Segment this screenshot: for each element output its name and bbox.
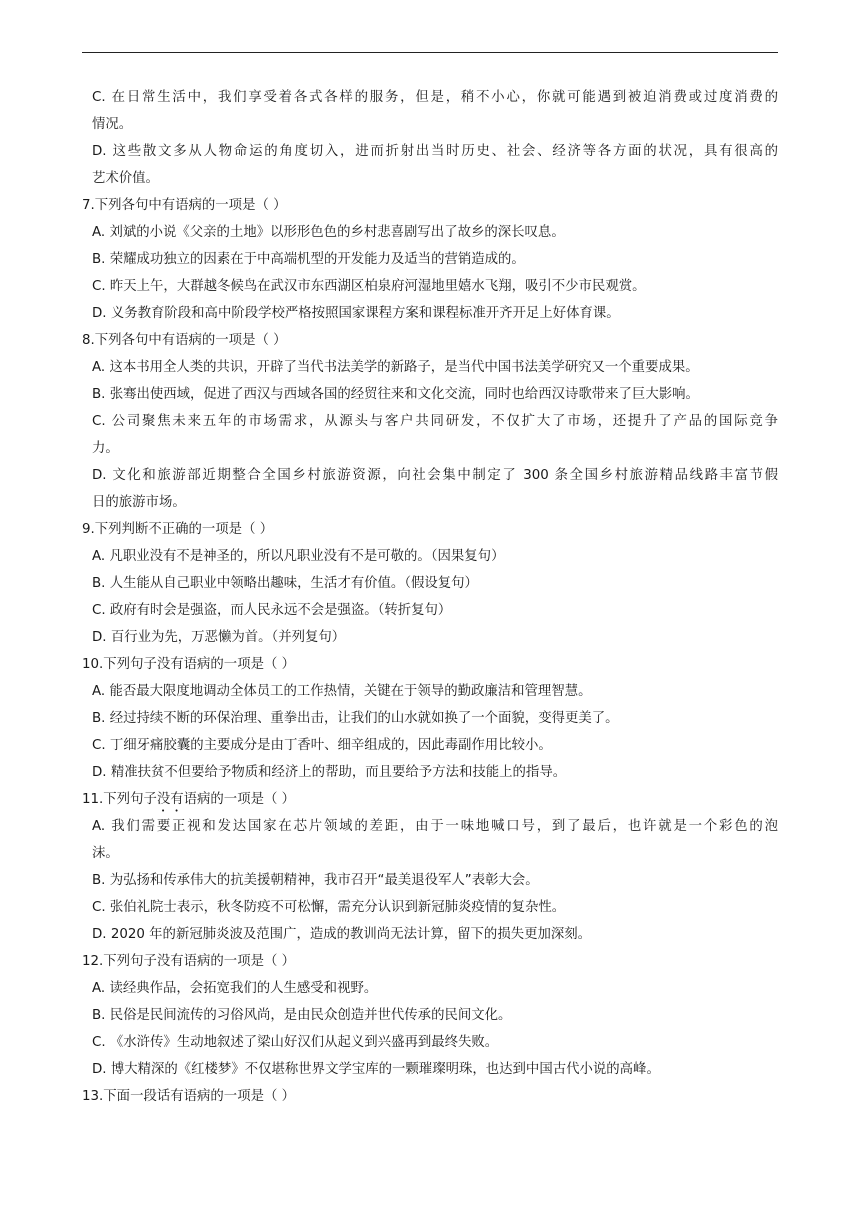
document-body (82, 84, 778, 1110)
answer-option-line: D. 百行业为先，万恶懒为首。（并列复句） (92, 630, 346, 645)
answer-option-line: B. 张骞出使西域，促进了西汉与西域各国的经贸往来和文化交流，同时也给西汉诗歌带来了巨大影响。 (92, 387, 699, 402)
answer-option-line: B. 为弘扬和传承伟大的抗美援朝精神，我市召开“最美退役军人”表彰大会。 (92, 873, 539, 888)
answer-option-line: C. 在日常生活中，我们享受着各式各样的服务，但是，稍不小心，你就可能遇到被迫消费或过度消费的 (92, 90, 778, 105)
question-stem: 12.下列句子没有语病的一项是（ ） (82, 954, 296, 969)
question-stem-text: 11.下列句子 (82, 792, 157, 807)
answer-option-line: B. 民俗是民间流传的习俗风尚，是由民众创造并世代传承的民间文化。 (92, 1008, 512, 1023)
answer-option-line: D. 文化和旅游部近期整合全国乡村旅游资源，向社会集中制定了 300 条全国乡村旅游精品线路丰富节假 (92, 468, 778, 483)
header-rule (82, 52, 778, 53)
answer-option-line: C. 昨天上午，大群越冬候鸟在武汉市东西湖区柏泉府河湿地里嬉水飞翔，吸引不少市民观赏。 (92, 279, 646, 294)
question-stem-text: 语病的一项是（ ） (183, 792, 296, 807)
answer-option-line: C. 政府有时会是强盗，而人民永远不会是强盗。（转折复句） (92, 603, 452, 618)
emphasis-mark: 没有 (156, 792, 184, 807)
answer-option-line: A. 我们需要正视和发达国家在芯片领域的差距，由于一味地喊口号，到了最后，也许就是一个彩色的泡 (92, 819, 778, 834)
answer-option-line: D. 博大精深的《红楼梦》不仅堪称世界文学宝库的一颗璀璨明珠，也达到中国古代小说的高峰。 (92, 1062, 660, 1077)
question-stem: 9.下列判断不正确的一项是（ ） (82, 522, 274, 537)
answer-option-line: 沫。 (92, 846, 119, 861)
answer-option-line: A. 凡职业没有不是神圣的，所以凡职业没有不是可敬的。（因果复句） (92, 549, 505, 564)
answer-option-line: C. 张伯礼院士表示，秋冬防疫不可松懈，需充分认识到新冠肺炎疫情的复杂性。 (92, 900, 566, 915)
answer-option-line: 艺术价值。 (92, 171, 159, 186)
answer-option-line: D. 2020 年的新冠肺炎波及范围广，造成的教训尚无法计算，留下的损失更加深刻。 (92, 927, 592, 942)
answer-option-line: A. 这本书用全人类的共识，开辟了当代书法美学的新路子，是当代中国书法美学研究又一个重要成果。 (92, 360, 699, 375)
answer-option-line: B. 经过持续不断的环保治理、重拳出击，让我们的山水就如换了一个面貌，变得更美了。 (92, 711, 619, 726)
answer-option-line: A. 读经典作品，会拓宽我们的人生感受和视野。 (92, 981, 378, 996)
answer-option-line: A. 能否最大限度地调动全体员工的工作热情，关键在于领导的勤政廉洁和管理智慧。 (92, 684, 592, 699)
question-stem: 8.下列各句中有语病的一项是（ ） (82, 333, 287, 348)
answer-option-line: D. 精准扶贫不但要给予物质和经济上的帮助，而且要给予方法和技能上的指导。 (92, 765, 567, 780)
question-stem (82, 786, 778, 813)
answer-option-line: 日的旅游市场。 (92, 495, 186, 510)
answer-option-line: D. 义务教育阶段和高中阶段学校严格按照国家课程方案和课程标准开齐开足上好体育课。 (92, 306, 620, 321)
question-stem: 10.下列句子没有语病的一项是（ ） (82, 657, 296, 672)
answer-option-line: C. 公司聚焦未来五年的市场需求，从源头与客户共同研发，不仅扩大了市场，还提升了产品的国际竞争 (92, 414, 778, 429)
answer-option-line: 情况。 (92, 117, 133, 132)
answer-option-line: B. 人生能从自己职业中领略出趣味，生活才有价值。（假设复句） (92, 576, 478, 591)
answer-option-line: C. 丁细牙痛胶囊的主要成分是由丁香叶、细辛组成的，因此毒副作用比较小。 (92, 738, 552, 753)
question-stem: 13.下面一段话有语病的一项是（ ） (82, 1089, 296, 1104)
answer-option-line: A. 刘斌的小说《父亲的土地》以形形色色的乡村悲喜剧写出了故乡的深长叹息。 (92, 225, 565, 240)
answer-option-line: B. 荣耀成功独立的因素在于中高端机型的开发能力及适当的营销造成的。 (92, 252, 525, 267)
answer-option-line: D. 这些散文多从人物命运的角度切入，进而折射出当时历史、社会、经济等各方面的状况，具有很高的 (92, 144, 778, 159)
answer-option-line: 力。 (92, 441, 119, 456)
question-stem: 7.下列各句中有语病的一项是（ ） (82, 198, 287, 213)
answer-option-line: C. 《水浒传》生动地叙述了梁山好汉们从起义到兴盛再到最终失败。 (92, 1035, 499, 1050)
